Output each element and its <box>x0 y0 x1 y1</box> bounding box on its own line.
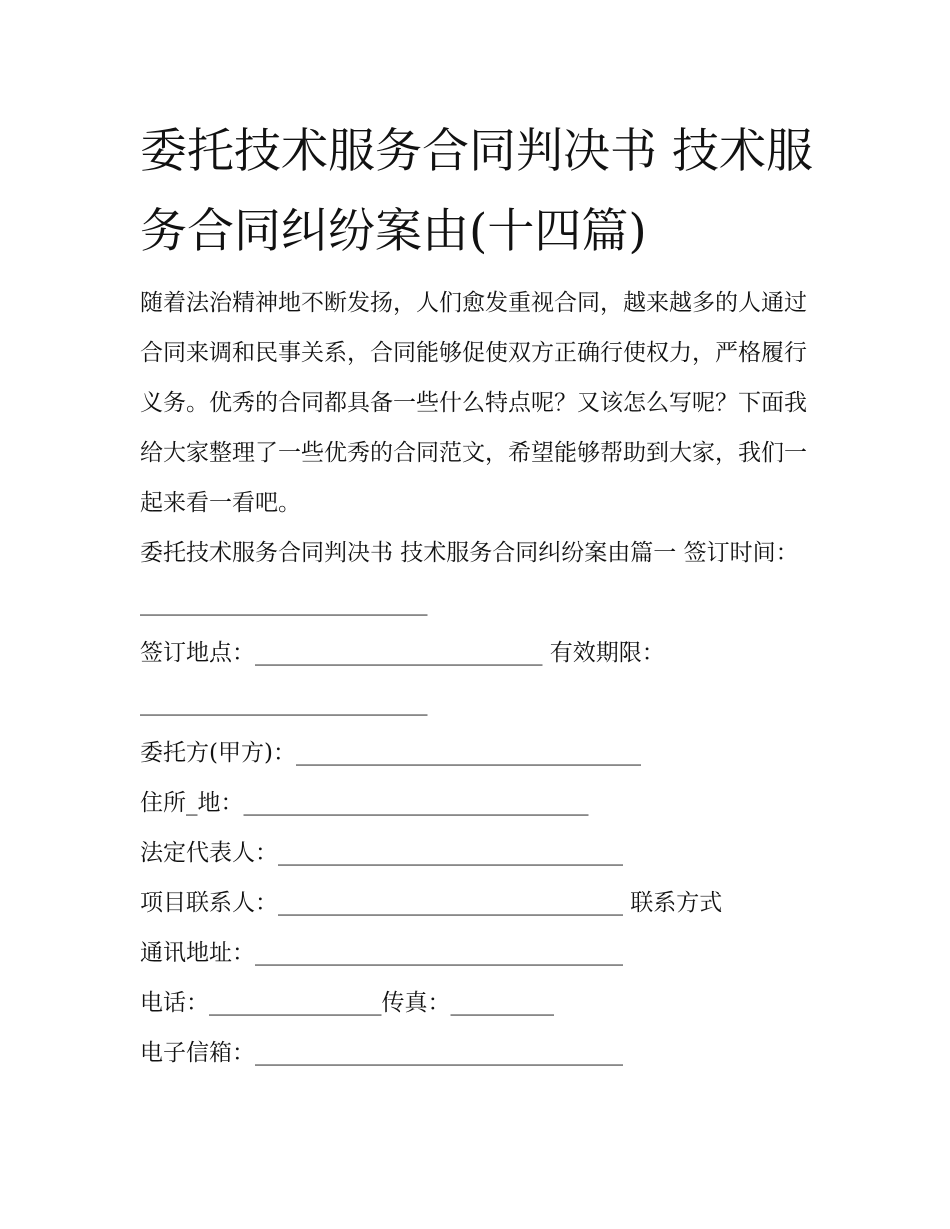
document-title: 委托技术服务合同判决书 技术服务合同纠纷案由(十四篇) <box>140 124 813 259</box>
document-page <box>140 112 820 1078</box>
field-mailing-address: 通讯地址：________________________________ <box>140 940 623 966</box>
field-client-party: 委托方(甲方)：______________________________ <box>140 740 641 766</box>
field-phone-fax: 电话：_______________传真：_________ <box>140 990 554 1016</box>
field-sign-place: 签订地点：_________________________ 有效期限：_________________________ <box>140 640 665 716</box>
section-heading: 委托技术服务合同判决书 技术服务合同纠纷案由篇一 签订时间：_________________________ <box>140 540 799 616</box>
field-email: 电子信箱：________________________________ <box>140 1040 623 1066</box>
field-project-contact: 项目联系人：______________________________ 联系方式 <box>140 890 723 916</box>
field-address: 住所_地：______________________________ <box>140 790 589 816</box>
intro-paragraph: 随着法治精神地不断发扬，人们愈发重视合同，越来越多的人通过合同来调和民事关系，合同能够促使双方正确行使权力，严格履行义务。优秀的合同都具备一些什么特点呢？又该怎么写呢？下面我给大家整理了一些优秀的合同范文，希望能够帮助到大家，我们一起来看一看吧。 <box>140 290 807 516</box>
field-legal-rep: 法定代表人：______________________________ <box>140 840 623 866</box>
